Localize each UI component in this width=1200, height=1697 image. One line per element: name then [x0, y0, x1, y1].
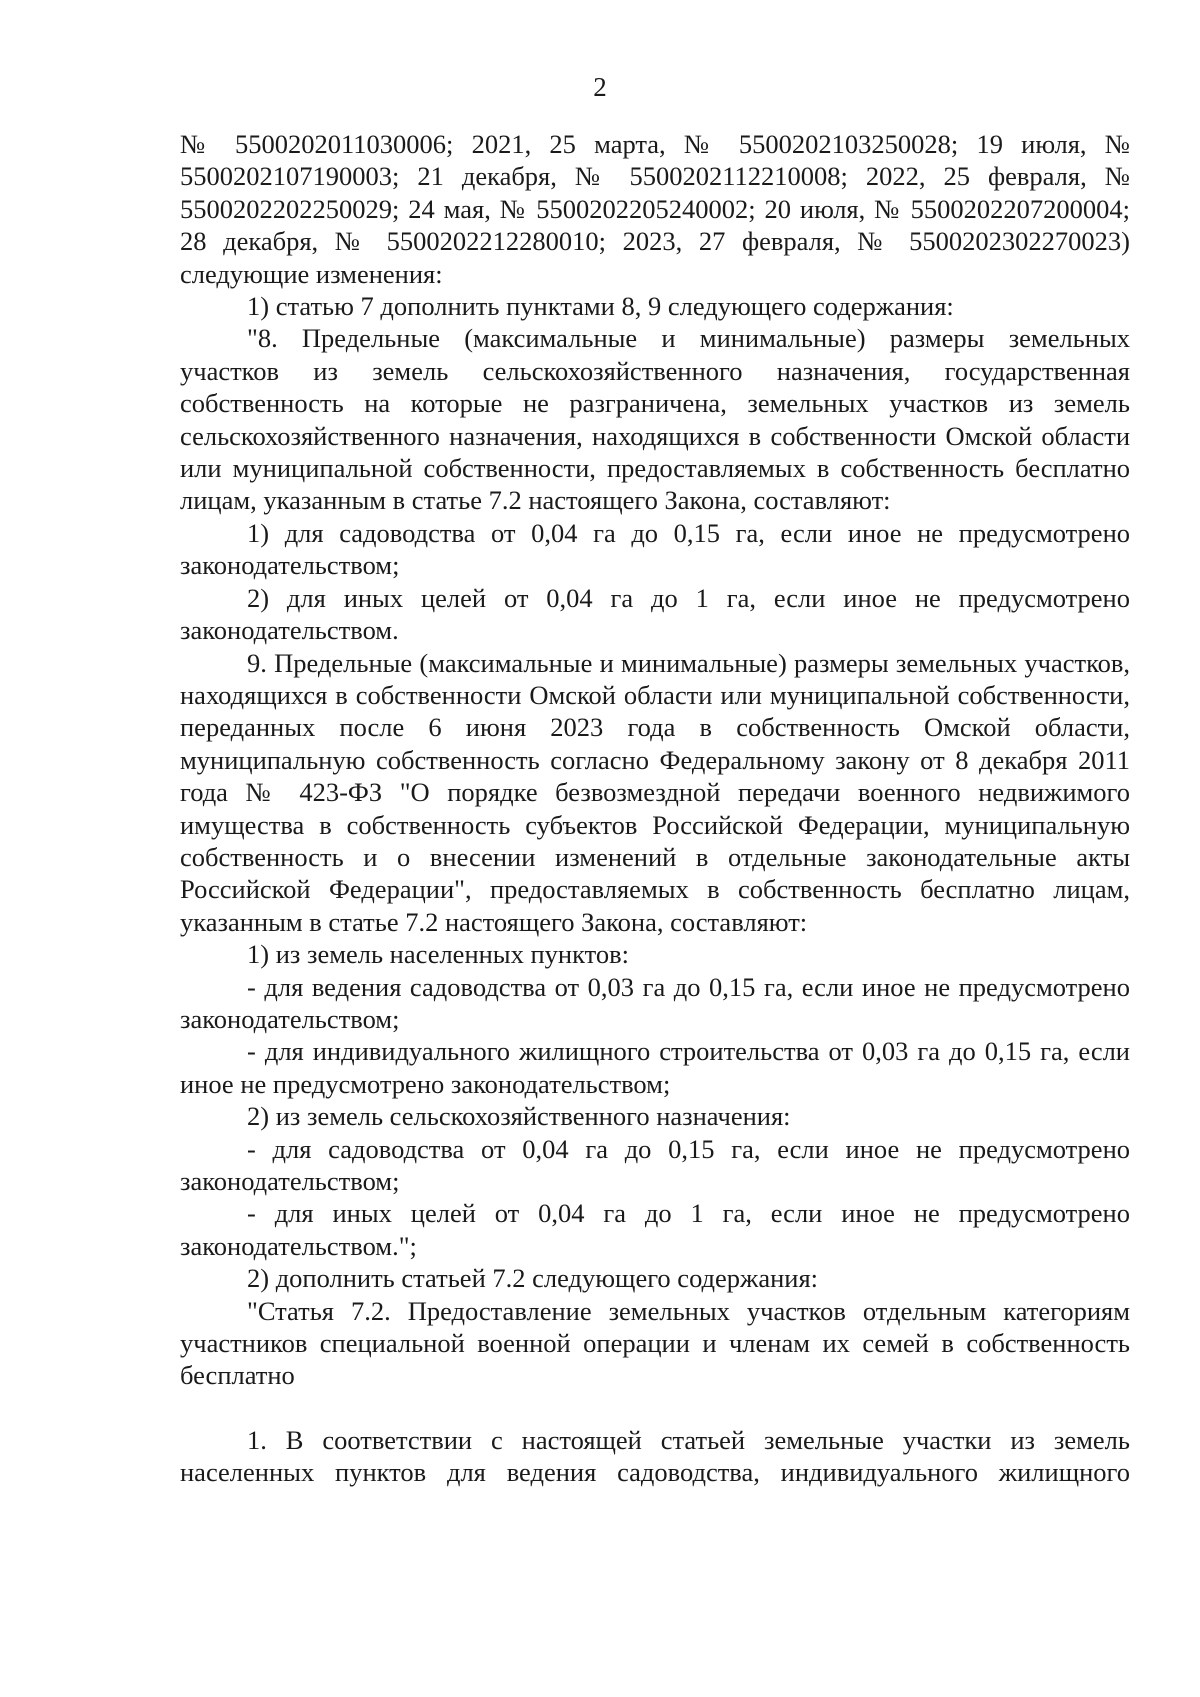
paragraph-amendment-1: 1) статью 7 дополнить пунктами 8, 9 следующего содержания: [247, 291, 954, 322]
article-7-2-point-1: 1. В соответствии с настоящей статьей земельные участки из земель населенных пунктов для ведения садоводства, индивидуального жилищного [180, 1424, 1130, 1488]
document-body [180, 128, 1130, 1489]
paragraph-spacer [180, 1392, 1130, 1424]
paragraph-point-8: "8. Предельные (максимальные и минимальные) размеры земельных участков из земель сельскохозяйственного назначения, государственная собственность на которые не разграничена, земельных участков из земель сельскохозяйственного назначения, находящихся в собственности Омской области или муниципальной собственности, предоставляемых в собственность бесплатно лицам, указанным в статье 7.2 настоящего Закона, составляют: [180, 323, 1130, 516]
paragraph-point-9-item-2: 2) из земель сельскохозяйственного назначения: [247, 1101, 791, 1132]
paragraph-point-9-item-2-gardening: - для садоводства от 0,04 га до 0,15 га, если иное не предусмотрено законодательством; [180, 1133, 1130, 1196]
article-7-2-heading: "Статья 7.2. Предоставление земельных участков отдельным категориям участников специальной военной операции и членам их семей в собственность бесплатно [180, 1295, 1130, 1391]
paragraph-point-8-item-1: 1) для садоводства от 0,04 га до 0,15 га, если иное не предусмотрено законодательством; [180, 517, 1130, 581]
paragraph-point-9-item-1: 1) из земель населенных пунктов: [247, 939, 629, 970]
paragraph-point-9-item-1-gardening: - для ведения садоводства от 0,03 га до 0,15 га, если иное не предусмотрено законодательством; [180, 971, 1130, 1034]
paragraph-point-9-item-2-other: - для иных целей от 0,04 га до 1 га, если иное не предусмотрено законодательством."; [180, 1198, 1130, 1261]
paragraph-registration-numbers: № 5500202011030006; 2021, 25 марта, № 5500202103250028; 19 июля, № 5500202107190003; 21 декабря, № 5500202112210008; 2022, 25 февраля, № 5500202202250029; 24 мая, № 5500202205240002; 20 июля, № 5500202207200004; 28 декабря, № 5500202212280010; 2023, 27 февраля, № 5500202302270023) следующие изменения: [180, 129, 1130, 289]
page-number: 2 [593, 72, 607, 102]
paragraph-point-8-item-2: 2) для иных целей от 0,04 га до 1 га, если иное не предусмотрено законодательством. [180, 582, 1130, 646]
paragraph-point-9-item-1-housing: - для индивидуального жилищного строительства от 0,03 га до 0,15 га, если иное не предусмотрено законодательством; [180, 1036, 1130, 1099]
paragraph-amendment-2: 2) дополнить статьей 7.2 следующего содержания: [247, 1263, 819, 1294]
paragraph-point-9: 9. Предельные (максимальные и минимальные) размеры земельных участков, находящихся в собственности Омской области или муниципальной собственности, переданных после 6 июня 2023 года в собственность Омской области, муниципальную собственность согласно Федеральному закону от 8 декабря 2011 года № 423-ФЗ "О порядке безвозмездной передачи военного недвижимого имущества в собственность субъектов Российской Федерации, муниципальную собственность и о внесении изменений в отдельные законодательные акты Российской Федерации", предоставляемых в собственность бесплатно лицам, указанным в статье 7.2 настоящего Закона, составляют: [180, 647, 1130, 937]
